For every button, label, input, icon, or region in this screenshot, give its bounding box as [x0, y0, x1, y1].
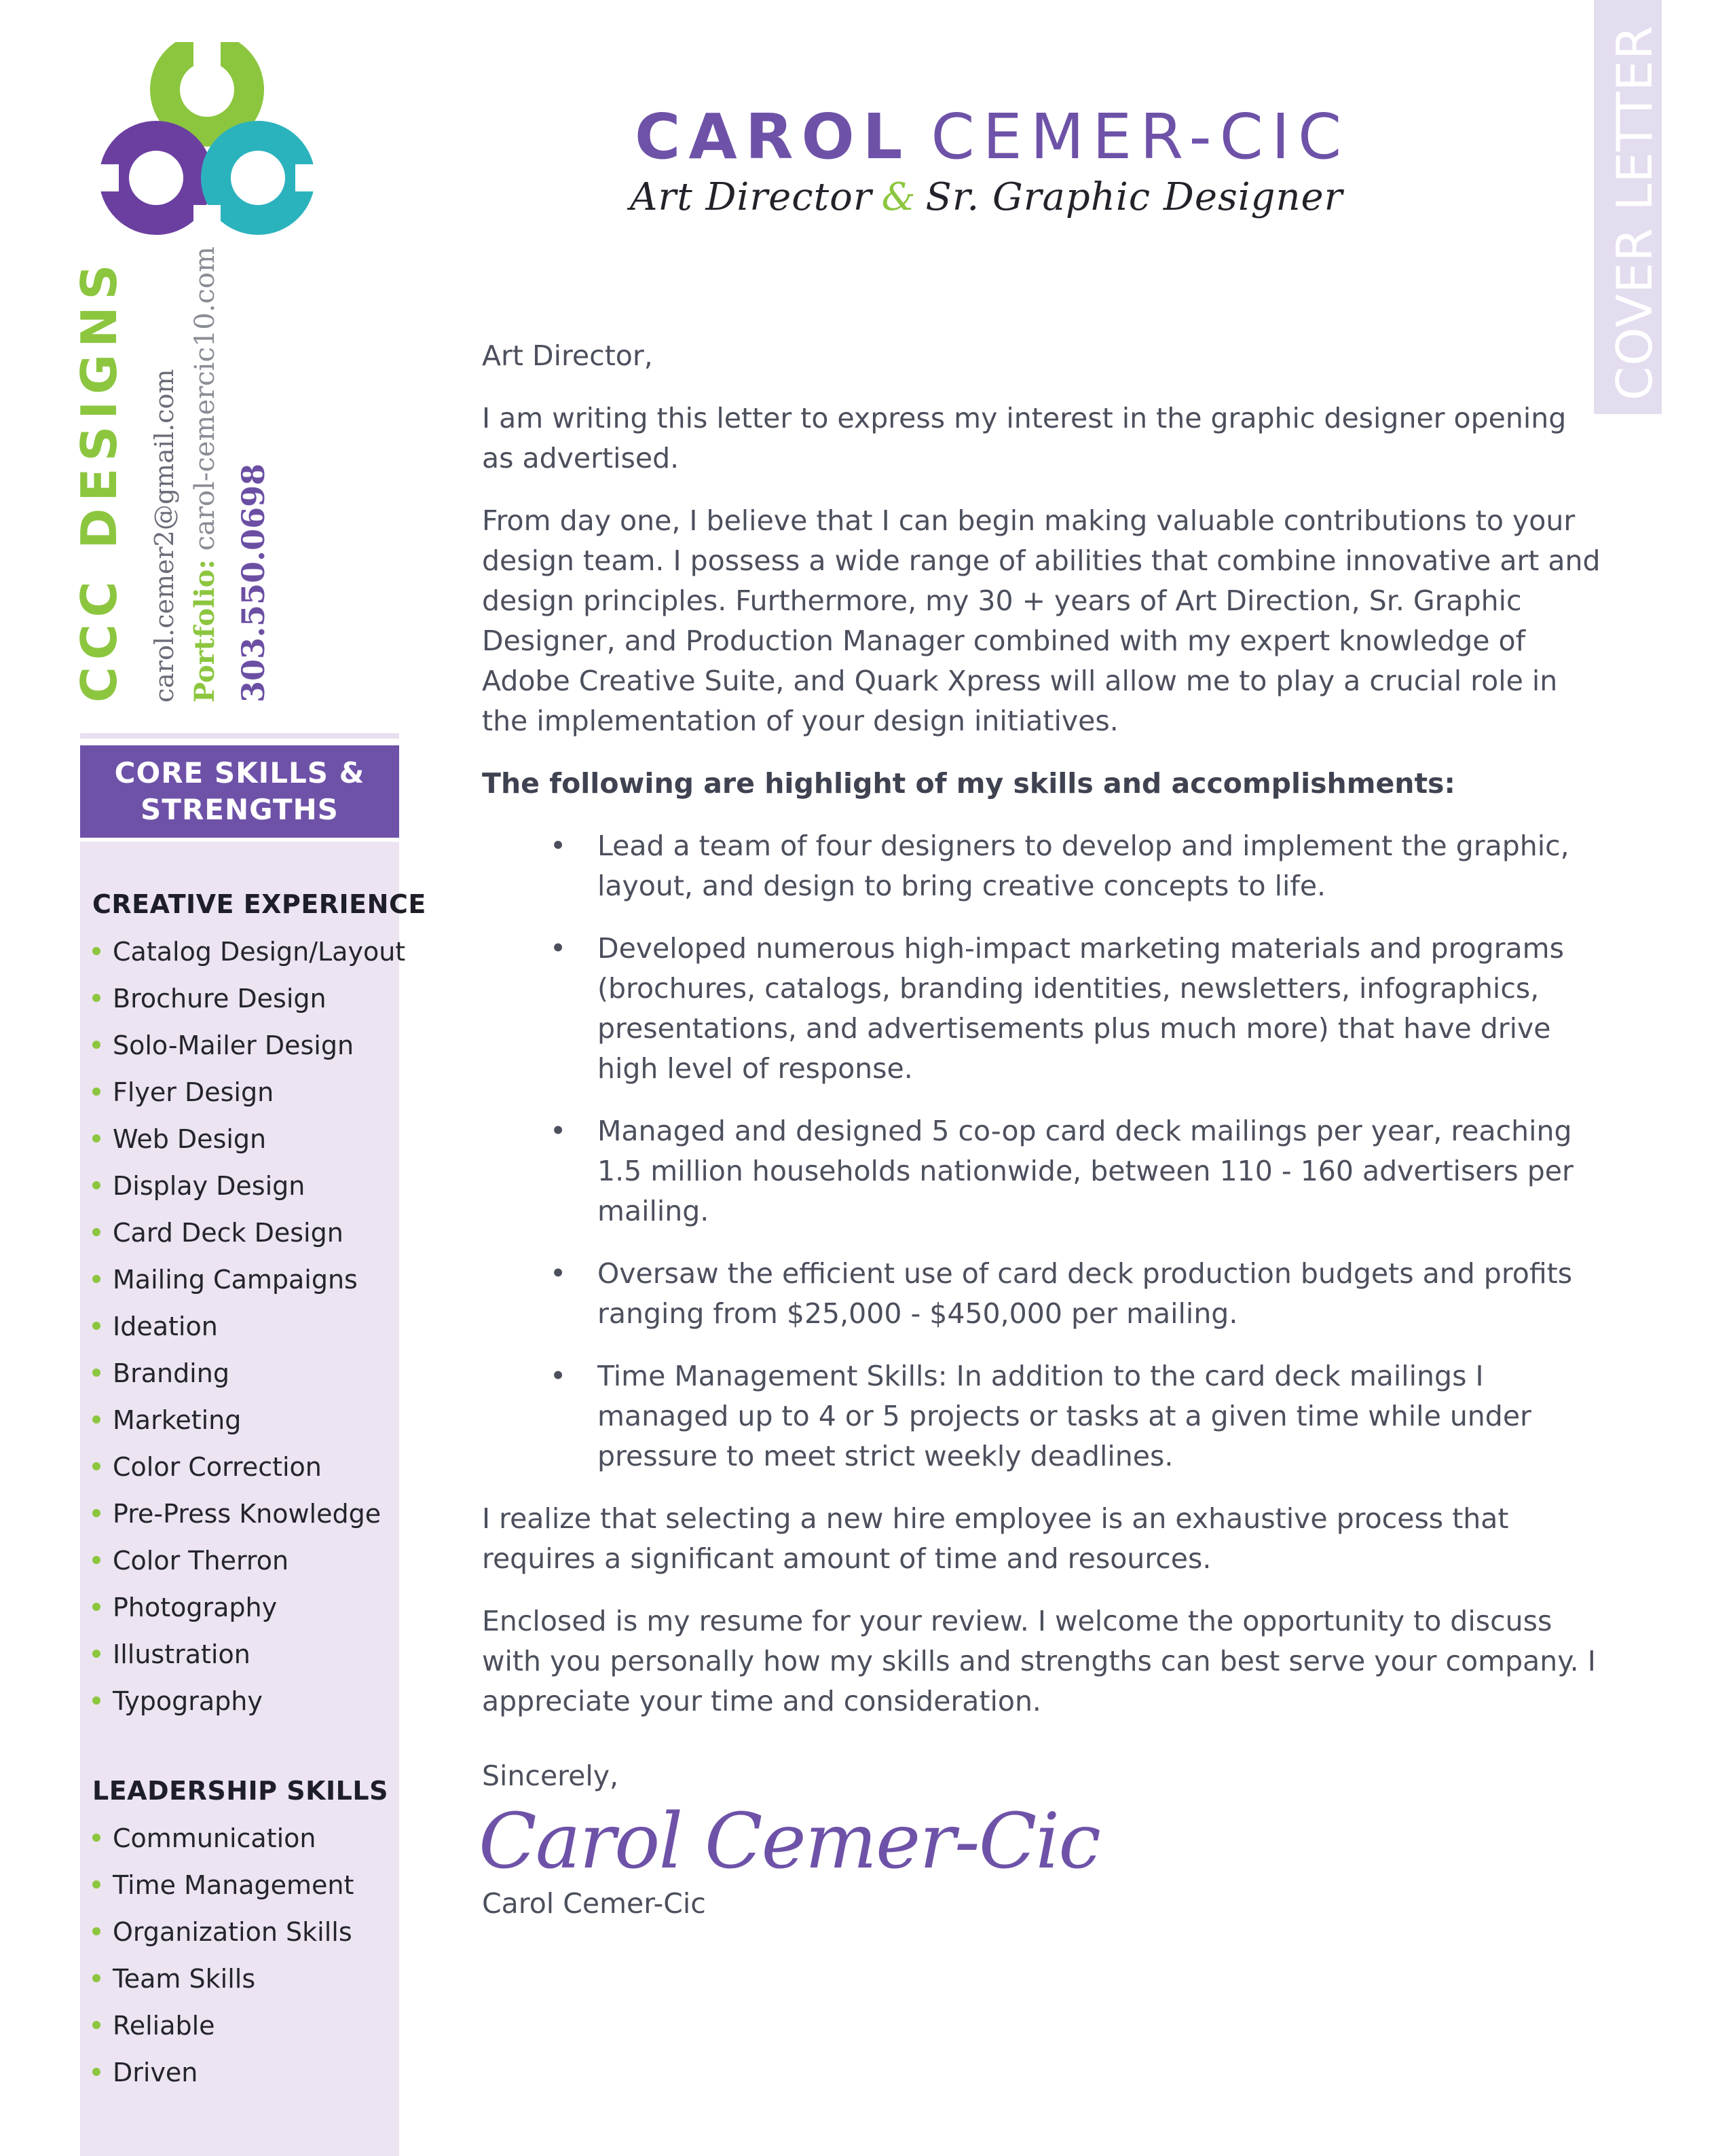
- letter-body: [482, 336, 1602, 1744]
- skill-label: Pre-Press Knowledge: [113, 1499, 381, 1529]
- skill-label: Communication: [113, 1823, 316, 1853]
- signature: Carol Cemer-Cic: [479, 1798, 1100, 1886]
- bullet-dot-icon: [92, 1650, 100, 1658]
- paragraph-closing: Enclosed is my resume for your review. I welcome the opportunity to discuss with you personally how my skills and strengths can best serve your company. I appreciate your time and consideration.: [482, 1605, 1596, 1717]
- skill-item: [92, 1257, 405, 1303]
- bullet-dot-icon: [92, 2021, 100, 2029]
- ccc-designs-logo: [92, 42, 322, 246]
- bullet-dot-icon: [92, 1603, 100, 1611]
- bullet-dot-icon: [92, 1088, 100, 1096]
- skill-item: [92, 929, 405, 975]
- skill-item: [92, 1631, 405, 1678]
- core-title-line1: CORE SKILLS &: [114, 756, 365, 789]
- brand-first: CCC: [71, 574, 128, 703]
- skill-label: Reliable: [113, 2011, 215, 2041]
- leadership-skills-title: LEADERSHIP SKILLS: [92, 1776, 388, 1806]
- skill-label: Color Therron: [113, 1546, 289, 1576]
- skill-item: [92, 1444, 405, 1491]
- highlight-text: Managed and designed 5 co-op card deck mailings per year, reaching 1.5 million households nationwide, between 110 - 160 advertisers per mailing.: [597, 1115, 1574, 1227]
- leadership-skill-list: [92, 1815, 354, 2096]
- first-name: CAROL: [635, 100, 911, 173]
- job-tagline: [630, 175, 1343, 219]
- phone-number: 303.550.0698: [235, 463, 272, 703]
- highlights-list: [482, 826, 1602, 1476]
- skill-label: Catalog Design/Layout: [113, 937, 406, 967]
- highlight-text: Time Management Skills: In addition to the card deck mailings I managed up to 4 or 5 projects or tasks at a given time while under pressure to meet strict weekly deadlines.: [597, 1360, 1531, 1472]
- skill-label: Team Skills: [113, 1964, 256, 1994]
- portfolio-link[interactable]: [189, 246, 221, 703]
- skill-item: [92, 1069, 405, 1116]
- highlight-text: Lead a team of four designers to develop and implement the graphic, layout, and design to bring creative concepts to life.: [597, 830, 1569, 902]
- skill-item: [92, 1163, 405, 1210]
- bullet-icon: •: [550, 932, 567, 965]
- skill-label: Brochure Design: [113, 984, 327, 1014]
- sidebar-divider: [80, 733, 399, 739]
- skill-item: [92, 1303, 405, 1350]
- skill-item: [92, 975, 405, 1022]
- highlights-heading: The following are highlight of my skills and accomplishments:: [482, 767, 1455, 800]
- skill-label: Color Correction: [113, 1452, 322, 1482]
- bullet-dot-icon: [92, 1834, 100, 1842]
- skill-item: [92, 1116, 405, 1163]
- core-skills-header: [80, 745, 399, 838]
- skill-label: Typography: [113, 1686, 263, 1716]
- core-title-line2: STRENGTHS: [141, 793, 339, 826]
- skill-item: [92, 1909, 354, 1956]
- skill-label: Mailing Campaigns: [113, 1265, 358, 1295]
- paragraph-experience: From day one, I believe that I can begin making valuable contributions to your design team. I possess a wide range of abilities that combine innovative art and design principles. Furthermore, my 30 + years of Art Direction, Sr. Graphic Designer, and Production Manager combined with my expert knowledge of Adobe Creative Suite, and Quark Xpress will allow me to play a crucial role in the implementation of your design initiatives.: [482, 504, 1601, 737]
- highlight-item: [550, 1254, 1602, 1334]
- bullet-icon: •: [550, 1115, 567, 1147]
- paragraph-intro: I am writing this letter to express my interest in the graphic designer opening as advertised.: [482, 402, 1567, 475]
- skill-item: [92, 1538, 405, 1584]
- portfolio-label: Portfolio:: [189, 559, 221, 703]
- bullet-dot-icon: [92, 1509, 100, 1517]
- skill-label: Ideation: [113, 1312, 218, 1341]
- skill-label: Display Design: [113, 1171, 305, 1201]
- tagline-part2: Sr. Graphic Designer: [925, 175, 1343, 219]
- bullet-dot-icon: [92, 1322, 100, 1330]
- skill-item: [92, 1815, 354, 1862]
- skill-item: [92, 1862, 354, 1909]
- highlight-text: Oversaw the efficient use of card deck production budgets and profits ranging from $25,000 - $450,000 per mailing.: [597, 1257, 1573, 1330]
- portfolio-url: carol-cemercic10.com: [189, 246, 221, 551]
- bullet-dot-icon: [92, 1181, 100, 1189]
- printed-name: Carol Cemer-Cic: [482, 1887, 706, 1920]
- bullet-dot-icon: [92, 1974, 100, 1982]
- bullet-dot-icon: [92, 994, 100, 1002]
- brand-second: DESIGNS: [71, 257, 128, 549]
- skill-label: Photography: [113, 1593, 278, 1622]
- skill-label: Branding: [113, 1358, 229, 1388]
- skill-item: [92, 2003, 354, 2049]
- skill-item: [92, 1022, 405, 1069]
- bullet-dot-icon: [92, 1275, 100, 1283]
- bullet-dot-icon: [92, 1696, 100, 1705]
- skill-label: Solo-Mailer Design: [113, 1030, 354, 1060]
- brand-name: [71, 232, 128, 703]
- bullet-dot-icon: [92, 2068, 100, 2076]
- creative-skill-list: [92, 929, 405, 1725]
- highlight-item: [550, 1356, 1602, 1476]
- bullet-dot-icon: [92, 1228, 100, 1236]
- creative-experience-title: CREATIVE EXPERIENCE: [92, 889, 426, 919]
- tagline-ampersand: &: [881, 175, 916, 219]
- skill-label: Driven: [113, 2058, 198, 2087]
- highlight-item: [550, 1111, 1602, 1231]
- cover-letter-label: COVER LETTER: [1606, 24, 1663, 401]
- skill-label: Illustration: [113, 1639, 250, 1669]
- email-link[interactable]: carol.cemer2@gmail.com: [149, 369, 179, 703]
- bullet-dot-icon: [92, 1556, 100, 1564]
- cover-letter-tab: [1594, 0, 1662, 414]
- bullet-dot-icon: [92, 1927, 100, 1935]
- highlight-item: [550, 826, 1602, 906]
- skill-item: [92, 1584, 405, 1631]
- bullet-icon: •: [550, 830, 567, 862]
- skill-label: Flyer Design: [113, 1077, 274, 1107]
- skill-item: [92, 1678, 405, 1725]
- bullet-dot-icon: [92, 1134, 100, 1142]
- skill-item: [92, 1397, 405, 1444]
- salutation: Art Director,: [482, 339, 653, 372]
- last-name: CEMER-CIC: [931, 100, 1350, 173]
- skill-item: [92, 2049, 354, 2096]
- skill-item: [92, 1956, 354, 2003]
- skill-label: Marketing: [113, 1405, 242, 1435]
- bullet-dot-icon: [92, 947, 100, 955]
- skill-label: Organization Skills: [113, 1917, 352, 1947]
- skill-item: [92, 1350, 405, 1397]
- highlight-item: [550, 929, 1602, 1089]
- bullet-icon: •: [550, 1257, 567, 1290]
- highlight-text: Developed numerous high-impact marketing materials and programs (brochures, catalogs, branding identities, newsletters, infographics, presentations, and advertisements plus much more) that have drive high level of response.: [597, 932, 1564, 1085]
- bullet-dot-icon: [92, 1462, 100, 1470]
- skill-item: [92, 1491, 405, 1538]
- bullet-dot-icon: [92, 1880, 100, 1889]
- skill-item: [92, 1210, 405, 1257]
- candidate-name: [635, 100, 1350, 173]
- bullet-icon: •: [550, 1360, 567, 1392]
- bullet-dot-icon: [92, 1369, 100, 1377]
- bullet-dot-icon: [92, 1041, 100, 1049]
- tagline-part1: Art Director: [630, 175, 872, 219]
- skill-label: Web Design: [113, 1124, 267, 1154]
- paragraph-realize: I realize that selecting a new hire employee is an exhaustive process that requires a significant amount of time and resources.: [482, 1502, 1509, 1575]
- closing-text: Sincerely,: [482, 1760, 619, 1792]
- skill-label: Card Deck Design: [113, 1218, 343, 1248]
- bullet-dot-icon: [92, 1415, 100, 1424]
- skill-label: Time Management: [113, 1870, 354, 1900]
